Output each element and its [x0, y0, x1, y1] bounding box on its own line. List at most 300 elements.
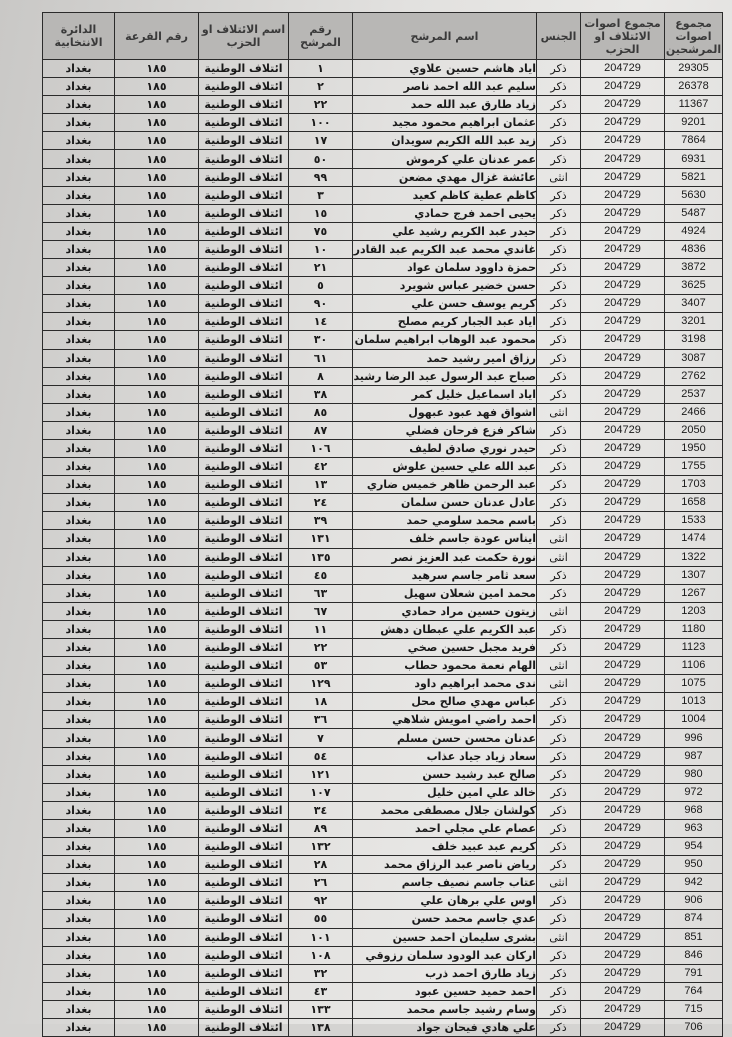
- party-name-cell: ائتلاف الوطنية: [199, 892, 289, 910]
- candidate-name-cell: محمود عبد الوهاب ابراهيم سلمان: [353, 331, 537, 349]
- party-name-cell: ائتلاف الوطنية: [199, 711, 289, 729]
- gender-cell: ذكر: [537, 132, 581, 150]
- ballot-number-cell: ١٨٥: [115, 168, 199, 186]
- table-row: [43, 910, 723, 928]
- list-votes-cell: 204729: [581, 259, 665, 277]
- ballot-number-cell: ١٨٥: [115, 874, 199, 892]
- candidate-votes-cell: 715: [665, 1000, 723, 1018]
- candidate-votes-cell: 1123: [665, 639, 723, 657]
- table-row: [43, 856, 723, 874]
- party-name-cell: ائتلاف الوطنية: [199, 385, 289, 403]
- ballot-number-cell: ١٨٥: [115, 458, 199, 476]
- party-name-cell: ائتلاف الوطنية: [199, 819, 289, 837]
- list-votes-cell: 204729: [581, 476, 665, 494]
- district-cell: بغداد: [43, 349, 115, 367]
- party-name-cell: ائتلاف الوطنية: [199, 60, 289, 78]
- table-row: [43, 602, 723, 620]
- gender-cell: ذكر: [537, 494, 581, 512]
- list-votes-cell: 204729: [581, 403, 665, 421]
- table-row: [43, 458, 723, 476]
- party-name-cell: ائتلاف الوطنية: [199, 349, 289, 367]
- candidate-number-cell: ٢١: [289, 259, 353, 277]
- ballot-number-cell: ١٨٥: [115, 385, 199, 403]
- candidate-name-cell: ايناس عودة جاسم خلف: [353, 530, 537, 548]
- ballot-number-cell: ١٨٥: [115, 240, 199, 258]
- gender-cell: ذكر: [537, 620, 581, 638]
- candidate-name-cell: اياد عبد الجبار كريم مصلح: [353, 313, 537, 331]
- list-votes-cell: 204729: [581, 132, 665, 150]
- candidate-votes-cell: 11367: [665, 96, 723, 114]
- candidate-number-cell: ٢٤: [289, 494, 353, 512]
- list-votes-cell: 204729: [581, 620, 665, 638]
- candidate-votes-cell: 1755: [665, 458, 723, 476]
- header-party-name: اسم الائتلاف او الحزب: [199, 13, 289, 60]
- candidate-votes-cell: 26378: [665, 78, 723, 96]
- list-votes-cell: 204729: [581, 439, 665, 457]
- ballot-number-cell: ١٨٥: [115, 566, 199, 584]
- gender-cell: ذكر: [537, 349, 581, 367]
- gender-cell: ذكر: [537, 421, 581, 439]
- list-votes-cell: 204729: [581, 856, 665, 874]
- candidate-number-cell: ٧٥: [289, 222, 353, 240]
- ballot-number-cell: ١٨٥: [115, 1018, 199, 1036]
- ballot-number-cell: ١٨٥: [115, 530, 199, 548]
- list-votes-cell: 204729: [581, 838, 665, 856]
- district-cell: بغداد: [43, 657, 115, 675]
- table-row: [43, 168, 723, 186]
- table-row: [43, 620, 723, 638]
- list-votes-cell: 204729: [581, 421, 665, 439]
- party-name-cell: ائتلاف الوطنية: [199, 530, 289, 548]
- candidate-number-cell: ٨: [289, 367, 353, 385]
- party-name-cell: ائتلاف الوطنية: [199, 856, 289, 874]
- party-name-cell: ائتلاف الوطنية: [199, 421, 289, 439]
- header-district: الدائرة الانتخابية: [43, 13, 115, 60]
- gender-cell: ذكر: [537, 964, 581, 982]
- candidate-number-cell: ٢٨: [289, 856, 353, 874]
- party-name-cell: ائتلاف الوطنية: [199, 259, 289, 277]
- list-votes-cell: 204729: [581, 458, 665, 476]
- party-name-cell: ائتلاف الوطنية: [199, 729, 289, 747]
- party-name-cell: ائتلاف الوطنية: [199, 186, 289, 204]
- candidate-votes-cell: 2537: [665, 385, 723, 403]
- party-name-cell: ائتلاف الوطنية: [199, 620, 289, 638]
- district-cell: بغداد: [43, 548, 115, 566]
- candidate-name-cell: عدنان محسن حسن مسلم: [353, 729, 537, 747]
- list-votes-cell: 204729: [581, 367, 665, 385]
- table-row: [43, 421, 723, 439]
- candidate-votes-cell: 4836: [665, 240, 723, 258]
- candidate-number-cell: ١٣١: [289, 530, 353, 548]
- ballot-number-cell: ١٨٥: [115, 150, 199, 168]
- election-results-table: [42, 12, 723, 1037]
- district-cell: بغداد: [43, 204, 115, 222]
- gender-cell: ذكر: [537, 186, 581, 204]
- ballot-number-cell: ١٨٥: [115, 819, 199, 837]
- gender-cell: ذكر: [537, 331, 581, 349]
- table-row: [43, 204, 723, 222]
- party-name-cell: ائتلاف الوطنية: [199, 946, 289, 964]
- candidate-votes-cell: 972: [665, 783, 723, 801]
- district-cell: بغداد: [43, 476, 115, 494]
- district-cell: بغداد: [43, 819, 115, 837]
- candidate-votes-cell: 1106: [665, 657, 723, 675]
- party-name-cell: ائتلاف الوطنية: [199, 765, 289, 783]
- candidate-name-cell: اياد اسماعيل خليل كمر: [353, 385, 537, 403]
- party-name-cell: ائتلاف الوطنية: [199, 838, 289, 856]
- party-name-cell: ائتلاف الوطنية: [199, 476, 289, 494]
- table-row: [43, 928, 723, 946]
- ballot-number-cell: ١٨٥: [115, 747, 199, 765]
- party-name-cell: ائتلاف الوطنية: [199, 675, 289, 693]
- ballot-number-cell: ١٨٥: [115, 186, 199, 204]
- candidate-name-cell: احمد راضي امويش شلاهي: [353, 711, 537, 729]
- list-votes-cell: 204729: [581, 331, 665, 349]
- candidate-votes-cell: 1307: [665, 566, 723, 584]
- party-name-cell: ائتلاف الوطنية: [199, 783, 289, 801]
- table-row: [43, 946, 723, 964]
- district-cell: بغداد: [43, 295, 115, 313]
- party-name-cell: ائتلاف الوطنية: [199, 458, 289, 476]
- candidate-name-cell: يحيى احمد فرج حمادي: [353, 204, 537, 222]
- candidate-name-cell: عائشة غزال مهدي مضعن: [353, 168, 537, 186]
- district-cell: بغداد: [43, 620, 115, 638]
- gender-cell: ذكر: [537, 856, 581, 874]
- list-votes-cell: 204729: [581, 729, 665, 747]
- district-cell: بغداد: [43, 711, 115, 729]
- list-votes-cell: 204729: [581, 168, 665, 186]
- table-row: [43, 675, 723, 693]
- candidate-number-cell: ٧: [289, 729, 353, 747]
- party-name-cell: ائتلاف الوطنية: [199, 439, 289, 457]
- candidate-number-cell: ١٠٨: [289, 946, 353, 964]
- candidate-number-cell: ١٠٠: [289, 114, 353, 132]
- district-cell: بغداد: [43, 458, 115, 476]
- list-votes-cell: 204729: [581, 892, 665, 910]
- gender-cell: ذكر: [537, 367, 581, 385]
- table-row: [43, 982, 723, 1000]
- candidate-number-cell: ٥: [289, 277, 353, 295]
- candidate-number-cell: ١: [289, 60, 353, 78]
- candidate-name-cell: ندى محمد ابراهيم داود: [353, 675, 537, 693]
- candidate-number-cell: ١٧: [289, 132, 353, 150]
- candidate-votes-cell: 1703: [665, 476, 723, 494]
- district-cell: بغداد: [43, 367, 115, 385]
- ballot-number-cell: ١٨٥: [115, 60, 199, 78]
- candidate-number-cell: ٦٣: [289, 584, 353, 602]
- district-cell: بغداد: [43, 168, 115, 186]
- list-votes-cell: 204729: [581, 783, 665, 801]
- list-votes-cell: 204729: [581, 114, 665, 132]
- candidate-number-cell: ١٤: [289, 313, 353, 331]
- candidate-number-cell: ١٨: [289, 693, 353, 711]
- candidate-number-cell: ٣٤: [289, 801, 353, 819]
- district-cell: بغداد: [43, 856, 115, 874]
- gender-cell: ذكر: [537, 566, 581, 584]
- candidate-name-cell: حسن خضير عباس شويرد: [353, 277, 537, 295]
- party-name-cell: ائتلاف الوطنية: [199, 512, 289, 530]
- candidate-votes-cell: 791: [665, 964, 723, 982]
- candidate-number-cell: ٦٧: [289, 602, 353, 620]
- ballot-number-cell: ١٨٥: [115, 801, 199, 819]
- candidate-votes-cell: 3407: [665, 295, 723, 313]
- gender-cell: ذكر: [537, 584, 581, 602]
- candidate-votes-cell: 1658: [665, 494, 723, 512]
- party-name-cell: ائتلاف الوطنية: [199, 313, 289, 331]
- ballot-number-cell: ١٨٥: [115, 548, 199, 566]
- table-row: [43, 96, 723, 114]
- candidate-name-cell: صباح عبد الرسول عبد الرضا رشيد: [353, 367, 537, 385]
- party-name-cell: ائتلاف الوطنية: [199, 1018, 289, 1036]
- table-row: [43, 439, 723, 457]
- gender-cell: انثى: [537, 928, 581, 946]
- candidate-number-cell: ٦١: [289, 349, 353, 367]
- table-row: [43, 222, 723, 240]
- list-votes-cell: 204729: [581, 711, 665, 729]
- gender-cell: ذكر: [537, 222, 581, 240]
- candidate-votes-cell: 6931: [665, 150, 723, 168]
- gender-cell: ذكر: [537, 295, 581, 313]
- candidate-votes-cell: 1267: [665, 584, 723, 602]
- list-votes-cell: 204729: [581, 277, 665, 295]
- candidate-name-cell: اوس علي برهان علي: [353, 892, 537, 910]
- district-cell: بغداد: [43, 114, 115, 132]
- table-row: [43, 783, 723, 801]
- table-row: [43, 892, 723, 910]
- ballot-number-cell: ١٨٥: [115, 838, 199, 856]
- party-name-cell: ائتلاف الوطنية: [199, 982, 289, 1000]
- candidate-votes-cell: 3872: [665, 259, 723, 277]
- party-name-cell: ائتلاف الوطنية: [199, 295, 289, 313]
- district-cell: بغداد: [43, 259, 115, 277]
- candidate-name-cell: خالد علي امين خليل: [353, 783, 537, 801]
- candidate-number-cell: ٢: [289, 78, 353, 96]
- ballot-number-cell: ١٨٥: [115, 729, 199, 747]
- candidate-votes-cell: 980: [665, 765, 723, 783]
- list-votes-cell: 204729: [581, 96, 665, 114]
- candidate-name-cell: سعاد زياد جياد عذاب: [353, 747, 537, 765]
- table-row: [43, 657, 723, 675]
- ballot-number-cell: ١٨٥: [115, 765, 199, 783]
- table-row: [43, 331, 723, 349]
- table-row: [43, 385, 723, 403]
- header-list-votes: مجموع اصوات الائتلاف او الحزب: [581, 13, 665, 60]
- candidate-number-cell: ١٠: [289, 240, 353, 258]
- party-name-cell: ائتلاف الوطنية: [199, 240, 289, 258]
- candidate-votes-cell: 3087: [665, 349, 723, 367]
- table-row: [43, 403, 723, 421]
- district-cell: بغداد: [43, 313, 115, 331]
- gender-cell: ذكر: [537, 277, 581, 295]
- list-votes-cell: 204729: [581, 1018, 665, 1036]
- candidate-votes-cell: 942: [665, 874, 723, 892]
- gender-cell: انثى: [537, 675, 581, 693]
- ballot-number-cell: ١٨٥: [115, 277, 199, 295]
- party-name-cell: ائتلاف الوطنية: [199, 874, 289, 892]
- candidate-name-cell: صالح عبد رشيد حسن: [353, 765, 537, 783]
- gender-cell: ذكر: [537, 711, 581, 729]
- candidate-name-cell: عتاب جاسم نصيف جاسم: [353, 874, 537, 892]
- gender-cell: ذكر: [537, 910, 581, 928]
- list-votes-cell: 204729: [581, 946, 665, 964]
- candidate-votes-cell: 3198: [665, 331, 723, 349]
- candidate-votes-cell: 2050: [665, 421, 723, 439]
- district-cell: بغداد: [43, 946, 115, 964]
- candidate-number-cell: ٣٨: [289, 385, 353, 403]
- ballot-number-cell: ١٨٥: [115, 783, 199, 801]
- list-votes-cell: 204729: [581, 78, 665, 96]
- district-cell: بغداد: [43, 838, 115, 856]
- candidate-votes-cell: 851: [665, 928, 723, 946]
- list-votes-cell: 204729: [581, 313, 665, 331]
- gender-cell: ذكر: [537, 313, 581, 331]
- district-cell: بغداد: [43, 60, 115, 78]
- candidate-name-cell: زياد طارق عبد الله حمد: [353, 96, 537, 114]
- party-name-cell: ائتلاف الوطنية: [199, 801, 289, 819]
- header-row: [43, 13, 723, 60]
- list-votes-cell: 204729: [581, 240, 665, 258]
- party-name-cell: ائتلاف الوطنية: [199, 114, 289, 132]
- candidate-votes-cell: 968: [665, 801, 723, 819]
- gender-cell: ذكر: [537, 1018, 581, 1036]
- candidate-name-cell: وسام رشيد جاسم محمد: [353, 1000, 537, 1018]
- candidate-number-cell: ١٢٩: [289, 675, 353, 693]
- table-row: [43, 747, 723, 765]
- list-votes-cell: 204729: [581, 693, 665, 711]
- gender-cell: ذكر: [537, 747, 581, 765]
- candidate-number-cell: ١٠٦: [289, 439, 353, 457]
- list-votes-cell: 204729: [581, 1000, 665, 1018]
- candidate-name-cell: بشرى سليمان احمد حسين: [353, 928, 537, 946]
- candidate-number-cell: ٢٢: [289, 96, 353, 114]
- candidate-number-cell: ٤٣: [289, 982, 353, 1000]
- district-cell: بغداد: [43, 765, 115, 783]
- district-cell: بغداد: [43, 1018, 115, 1036]
- list-votes-cell: 204729: [581, 874, 665, 892]
- party-name-cell: ائتلاف الوطنية: [199, 910, 289, 928]
- candidate-number-cell: ٣٦: [289, 711, 353, 729]
- ballot-number-cell: ١٨٥: [115, 928, 199, 946]
- ballot-number-cell: ١٨٥: [115, 910, 199, 928]
- party-name-cell: ائتلاف الوطنية: [199, 584, 289, 602]
- table-row: [43, 639, 723, 657]
- list-votes-cell: 204729: [581, 982, 665, 1000]
- party-name-cell: ائتلاف الوطنية: [199, 78, 289, 96]
- gender-cell: ذكر: [537, 729, 581, 747]
- header-candidate-votes: مجموع اصوات المرشحين: [665, 13, 723, 60]
- candidate-name-cell: سليم عبد الله احمد ناصر: [353, 78, 537, 96]
- candidate-votes-cell: 2466: [665, 403, 723, 421]
- district-cell: بغداد: [43, 78, 115, 96]
- ballot-number-cell: ١٨٥: [115, 349, 199, 367]
- district-cell: بغداد: [43, 928, 115, 946]
- gender-cell: ذكر: [537, 78, 581, 96]
- list-votes-cell: 204729: [581, 675, 665, 693]
- candidate-votes-cell: 2762: [665, 367, 723, 385]
- list-votes-cell: 204729: [581, 602, 665, 620]
- district-cell: بغداد: [43, 421, 115, 439]
- gender-cell: ذكر: [537, 96, 581, 114]
- table-row: [43, 349, 723, 367]
- ballot-number-cell: ١٨٥: [115, 132, 199, 150]
- candidate-votes-cell: 950: [665, 856, 723, 874]
- gender-cell: ذكر: [537, 114, 581, 132]
- district-cell: بغداد: [43, 566, 115, 584]
- ballot-number-cell: ١٨٥: [115, 1000, 199, 1018]
- candidate-votes-cell: 963: [665, 819, 723, 837]
- candidate-votes-cell: 9201: [665, 114, 723, 132]
- gender-cell: ذكر: [537, 838, 581, 856]
- candidate-votes-cell: 29305: [665, 60, 723, 78]
- candidate-votes-cell: 5630: [665, 186, 723, 204]
- list-votes-cell: 204729: [581, 584, 665, 602]
- party-name-cell: ائتلاف الوطنية: [199, 566, 289, 584]
- candidate-votes-cell: 906: [665, 892, 723, 910]
- candidate-number-cell: ١١: [289, 620, 353, 638]
- candidate-name-cell: عبد الكريم علي عبطان دهش: [353, 620, 537, 638]
- gender-cell: ذكر: [537, 458, 581, 476]
- candidate-name-cell: باسم محمد سلومي حمد: [353, 512, 537, 530]
- ballot-number-cell: ١٨٥: [115, 476, 199, 494]
- candidate-votes-cell: 1075: [665, 675, 723, 693]
- table-row: [43, 801, 723, 819]
- list-votes-cell: 204729: [581, 801, 665, 819]
- party-name-cell: ائتلاف الوطنية: [199, 602, 289, 620]
- candidate-votes-cell: 706: [665, 1018, 723, 1036]
- candidate-votes-cell: 1322: [665, 548, 723, 566]
- candidate-votes-cell: 1203: [665, 602, 723, 620]
- ballot-number-cell: ١٨٥: [115, 856, 199, 874]
- candidate-votes-cell: 7864: [665, 132, 723, 150]
- gender-cell: ذكر: [537, 801, 581, 819]
- ballot-number-cell: ١٨٥: [115, 114, 199, 132]
- gender-cell: ذكر: [537, 60, 581, 78]
- gender-cell: ذكر: [537, 982, 581, 1000]
- district-cell: بغداد: [43, 783, 115, 801]
- district-cell: بغداد: [43, 910, 115, 928]
- ballot-number-cell: ١٨٥: [115, 494, 199, 512]
- district-cell: بغداد: [43, 150, 115, 168]
- ballot-number-cell: ١٨٥: [115, 439, 199, 457]
- district-cell: بغداد: [43, 892, 115, 910]
- gender-cell: انثى: [537, 548, 581, 566]
- candidate-number-cell: ١٠١: [289, 928, 353, 946]
- ballot-number-cell: ١٨٥: [115, 639, 199, 657]
- gender-cell: ذكر: [537, 259, 581, 277]
- candidate-votes-cell: 1533: [665, 512, 723, 530]
- candidate-votes-cell: 1474: [665, 530, 723, 548]
- district-cell: بغداد: [43, 132, 115, 150]
- list-votes-cell: 204729: [581, 60, 665, 78]
- district-cell: بغداد: [43, 96, 115, 114]
- table-row: [43, 114, 723, 132]
- list-votes-cell: 204729: [581, 530, 665, 548]
- party-name-cell: ائتلاف الوطنية: [199, 150, 289, 168]
- candidate-name-cell: رزاق امير رشيد حمد: [353, 349, 537, 367]
- party-name-cell: ائتلاف الوطنية: [199, 639, 289, 657]
- party-name-cell: ائتلاف الوطنية: [199, 168, 289, 186]
- ballot-number-cell: ١٨٥: [115, 421, 199, 439]
- party-name-cell: ائتلاف الوطنية: [199, 277, 289, 295]
- gender-cell: انثى: [537, 403, 581, 421]
- list-votes-cell: 204729: [581, 639, 665, 657]
- table-row: [43, 78, 723, 96]
- candidate-votes-cell: 846: [665, 946, 723, 964]
- candidate-number-cell: ١٣٨: [289, 1018, 353, 1036]
- gender-cell: انثى: [537, 874, 581, 892]
- candidate-number-cell: ١٣٥: [289, 548, 353, 566]
- party-name-cell: ائتلاف الوطنية: [199, 747, 289, 765]
